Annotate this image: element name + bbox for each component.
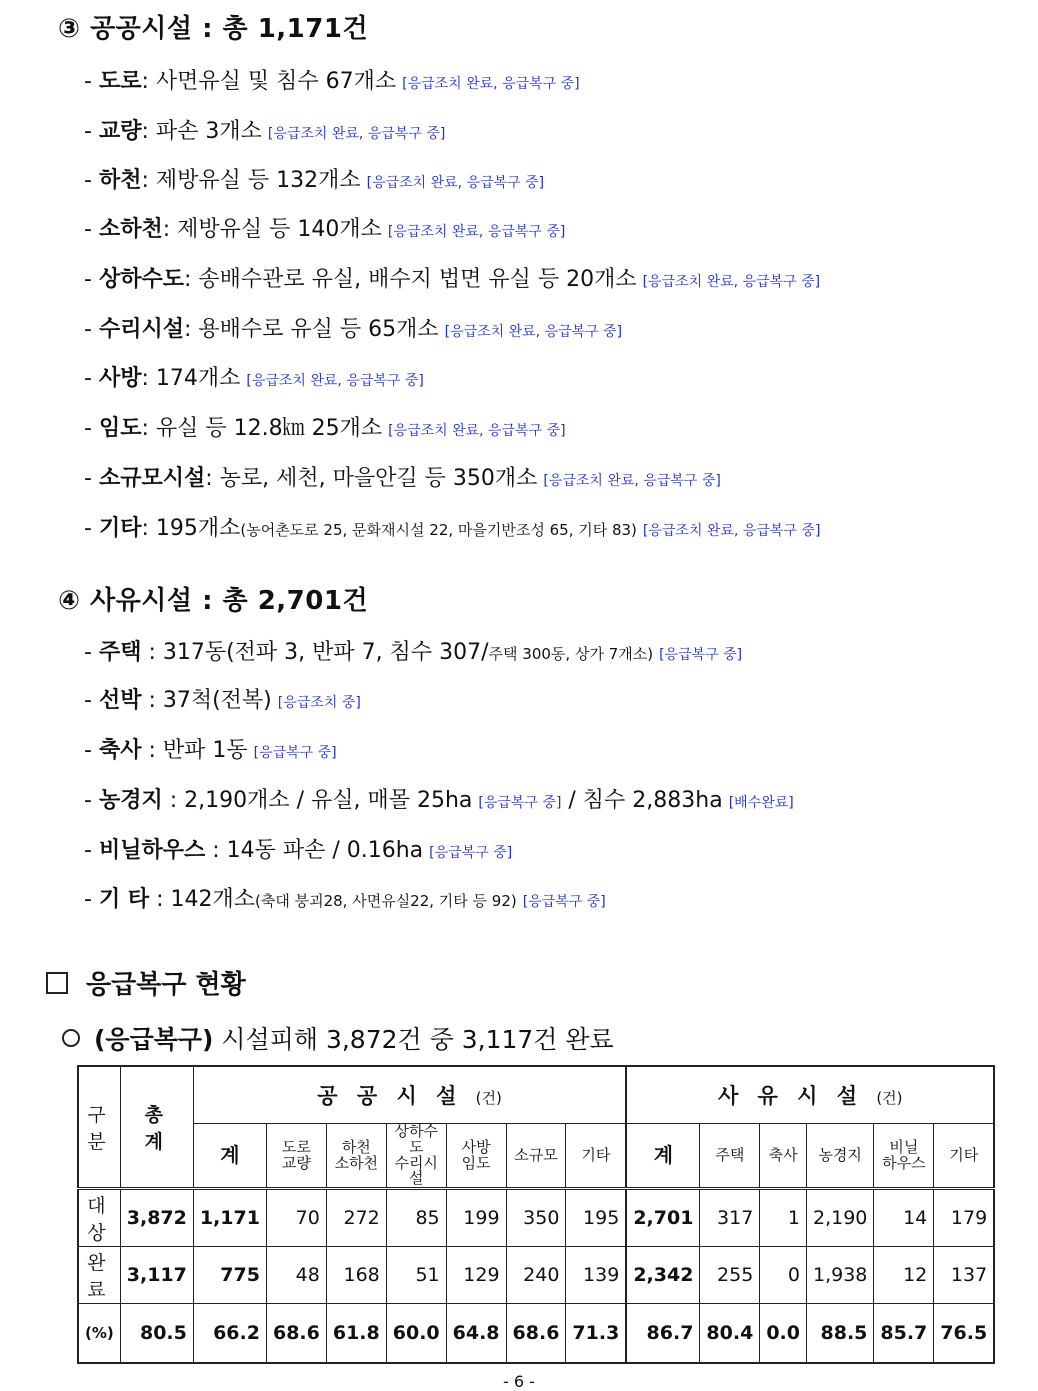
cell: 64.8 — [446, 1304, 506, 1364]
list-item-greenhouse: - 비닐하우스 : 14동 파손 / 0.16ha [응급복구 중] — [84, 838, 513, 863]
status-tag: [응급조치 완료, 응급복구 중] — [402, 76, 580, 92]
col-header: 비닐 하우스 — [874, 1124, 934, 1189]
item-text: : 송배수관로 유실, 배수지 법면 유실 등 20개소 — [183, 267, 637, 292]
cell: 1,171 — [193, 1189, 266, 1247]
cell: 51 — [386, 1247, 446, 1304]
status-tag: [응급복구 중] — [429, 845, 513, 861]
cell: 775 — [193, 1247, 266, 1304]
status-tag: [응급조치 완료, 응급복구 중] — [543, 473, 721, 489]
cell: 0 — [760, 1247, 807, 1304]
cell: 12 — [874, 1247, 934, 1304]
recovery-summary-label: (응급복구) — [94, 1025, 214, 1054]
status-tag: [응급조치 완료, 응급복구 중] — [246, 373, 424, 389]
status-tag: [응급조치 완료, 응급복구 중] — [388, 423, 566, 439]
item-detail: (농어촌도로 25, 문화재시설 22, 마을기반조성 65, 기타 83) — [240, 521, 637, 539]
item-label: 소하천 — [98, 217, 163, 242]
col-header: 계 — [626, 1124, 700, 1189]
row-label: 대 상 — [78, 1189, 120, 1247]
item-text: : 반파 1동 — [141, 738, 248, 763]
list-item-housing: - 주택 : 317동(전파 3, 반파 7, 침수 307/주택 300동, 상가 7개소) [응급복구 중] — [84, 640, 743, 665]
page-number: - 6 - — [503, 1372, 535, 1391]
cell: 272 — [326, 1189, 386, 1247]
status-tag: [응급조치 완료, 응급복구 중] — [642, 274, 821, 290]
item-label: 선박 — [98, 688, 142, 713]
cell: 66.2 — [193, 1304, 266, 1364]
list-item-livestock: - 축사 : 반파 1동 [응급복구 중] — [84, 738, 337, 763]
cell: 88.5 — [806, 1304, 873, 1364]
square-bullet-icon — [46, 972, 68, 994]
cell: 48 — [266, 1247, 326, 1304]
status-tag: [응급조치 완료, 응급복구 중] — [267, 126, 446, 142]
item-label: 주택 — [98, 640, 142, 665]
cell: 1,938 — [806, 1247, 873, 1304]
list-item-bridge: - 교량: 파손 3개소 [응급조치 완료, 응급복구 중] — [84, 119, 446, 144]
cell: 68.6 — [506, 1304, 566, 1364]
col-header: 계 — [193, 1124, 266, 1189]
header-public-group — [193, 1066, 626, 1124]
cell: 199 — [446, 1189, 506, 1247]
cell: 350 — [506, 1189, 566, 1247]
col-header: 하천 소하천 — [326, 1124, 386, 1189]
item-text: : 37척(전복) — [141, 688, 272, 713]
item-label: 기타 — [98, 516, 142, 541]
item-label: 수리시설 — [98, 317, 184, 342]
status-tag: [응급조치 완료, 응급복구 중] — [642, 523, 821, 539]
cell: 85 — [386, 1189, 446, 1247]
item-text: : 농로, 세천, 마을안길 등 350개소 — [205, 466, 538, 491]
private-section-title: ④ 사유시설 : 총 2,701건 — [58, 586, 369, 616]
unit-label: (건) — [475, 1089, 502, 1107]
item-text: : 14동 파손 / 0.16ha — [205, 838, 424, 863]
col-header: 기타 — [934, 1124, 994, 1189]
item-detail: 주택 300동, 상가 7개소) — [488, 645, 654, 663]
item-label: 사방 — [98, 366, 142, 391]
col-header: 소규모 — [506, 1124, 566, 1189]
list-item-other-private: - 기 타 : 142개소(축대 붕괴28, 사면유실22, 기타 등 92) [응급복구 중] — [84, 887, 606, 912]
cell: 255 — [700, 1247, 760, 1304]
cell: 129 — [446, 1247, 506, 1304]
cell: 179 — [934, 1189, 994, 1247]
row-label: 완 료 — [78, 1247, 120, 1304]
cell: 60.0 — [386, 1304, 446, 1364]
unit-label: (건) — [876, 1089, 903, 1107]
header-total: 총 계 — [120, 1066, 193, 1189]
cell: 80.5 — [120, 1304, 193, 1364]
cell: 76.5 — [934, 1304, 994, 1364]
status-tag: [응급조치 완료, 응급복구 중] — [366, 175, 545, 191]
list-item-irrigation: - 수리시설: 용배수로 유실 등 65개소 [응급조치 완료, 응급복구 중] — [84, 317, 623, 342]
item-text: : 195개소 — [141, 516, 241, 541]
item-label: 농경지 — [98, 788, 163, 813]
list-item-small-facilities: - 소규모시설: 농로, 세천, 마을안길 등 350개소 [응급조치 완료, 응급복구 중] — [84, 466, 721, 491]
cell: 68.6 — [266, 1304, 326, 1364]
cell: 3,117 — [120, 1247, 193, 1304]
list-item-other: - 기타: 195개소(농어촌도로 25, 문화재시설 22, 마을기반조성 65, 기타 83) [응급조치 완료, 응급복구 중] — [84, 516, 821, 541]
private-group-label: 사 유 시 설 — [717, 1084, 864, 1108]
cell: 85.7 — [874, 1304, 934, 1364]
list-item-water-supply: - 상하수도: 송배수관로 유실, 배수지 법면 유실 등 20개소 [응급조치 완료, 응급복구 중] — [84, 267, 821, 292]
item-label: 임도 — [98, 416, 142, 441]
item-text: : 사면유실 및 침수 67개소 — [141, 69, 397, 94]
item-label: 소규모시설 — [98, 466, 206, 491]
circle-bullet-icon — [62, 1029, 80, 1047]
cell: 137 — [934, 1247, 994, 1304]
row-label: (%) — [78, 1304, 120, 1364]
table-row — [78, 1247, 994, 1304]
cell: 0.0 — [760, 1304, 807, 1364]
cell: 14 — [874, 1189, 934, 1247]
item-label: 도로 — [98, 69, 142, 94]
status-tag-2: [배수완료] — [728, 795, 794, 811]
item-label: 교량 — [98, 119, 142, 144]
item-detail: (축대 붕괴28, 사면유실22, 기타 등 92) — [255, 892, 517, 910]
recovery-heading — [46, 964, 246, 1001]
item-label: 축사 — [98, 738, 142, 763]
col-header: 기타 — [566, 1124, 626, 1189]
cell: 2,342 — [626, 1247, 700, 1304]
cell: 139 — [566, 1247, 626, 1304]
recovery-summary-text: 시설피해 3,872건 중 3,117건 완료 — [213, 1025, 614, 1054]
item-text: : 2,190개소 / 유실, 매몰 25ha — [162, 788, 473, 813]
cell: 61.8 — [326, 1304, 386, 1364]
cell: 2,190 — [806, 1189, 873, 1247]
cell: 71.3 — [566, 1304, 626, 1364]
cell: 86.7 — [626, 1304, 700, 1364]
status-tag: [응급조치 완료, 응급복구 중] — [387, 224, 566, 240]
list-item-river: - 하천: 제방유실 등 132개소 [응급조치 완료, 응급복구 중] — [84, 168, 545, 193]
status-tag: [응급복구 중] — [253, 745, 337, 761]
col-header: 상하수도 수리시설 — [386, 1124, 446, 1189]
cell: 2,701 — [626, 1189, 700, 1247]
list-item-farmland: - 농경지 : 2,190개소 / 유실, 매몰 25ha [응급복구 중] / 침수 2,883ha [배수완료] — [84, 788, 794, 813]
recovery-summary — [62, 1020, 614, 1056]
header-category: 구 분 — [78, 1066, 120, 1189]
cell: 168 — [326, 1247, 386, 1304]
item-label: 기 타 — [98, 887, 150, 912]
item-text: : 용배수로 유실 등 65개소 — [183, 317, 439, 342]
recovery-title: 응급복구 현황 — [86, 970, 246, 1000]
item-label: 하천 — [98, 168, 142, 193]
cell: 1 — [760, 1189, 807, 1247]
table-row — [78, 1304, 994, 1364]
list-item-small-river: - 소하천: 제방유실 등 140개소 [응급조치 완료, 응급복구 중] — [84, 217, 566, 242]
item-text: : 제방유실 등 132개소 — [141, 168, 361, 193]
status-tag: [응급복구 중] — [522, 894, 606, 910]
public-section-title: ③ 공공시설 : 총 1,171건 — [58, 14, 369, 44]
list-item-erosion-control: - 사방: 174개소 [응급조치 완료, 응급복구 중] — [84, 366, 424, 391]
col-header: 농경지 — [806, 1124, 873, 1189]
cell: 317 — [700, 1189, 760, 1247]
header-private-group — [626, 1066, 994, 1124]
col-header: 주택 — [700, 1124, 760, 1189]
status-tag: [응급복구 중] — [659, 647, 743, 663]
list-item-ship: - 선박 : 37척(전복) [응급조치 중] — [84, 688, 361, 713]
status-tag: [응급조치 완료, 응급복구 중] — [444, 324, 623, 340]
item-text: : 파손 3개소 — [141, 119, 262, 144]
cell: 80.4 — [700, 1304, 760, 1364]
item-label: 비닐하우스 — [98, 838, 206, 863]
cell: 70 — [266, 1189, 326, 1247]
cell: 3,872 — [120, 1189, 193, 1247]
col-header: 도로 교량 — [266, 1124, 326, 1189]
cell: 240 — [506, 1247, 566, 1304]
status-tag: [응급복구 중] — [478, 795, 562, 811]
list-item-forest-road: - 임도: 유실 등 12.8㎞ 25개소 [응급조치 완료, 응급복구 중] — [84, 416, 566, 441]
item-text: : 유실 등 12.8㎞ 25개소 — [141, 416, 383, 441]
list-item-road: - 도로: 사면유실 및 침수 67개소 [응급조치 완료, 응급복구 중] — [84, 69, 580, 94]
item-text: : 174개소 — [141, 366, 241, 391]
col-header: 축사 — [760, 1124, 807, 1189]
item-text: : 142개소 — [149, 887, 256, 912]
public-group-label: 공 공 시 설 — [317, 1084, 463, 1108]
item-text: : 317동(전파 3, 반파 7, 침수 307/ — [141, 640, 489, 665]
recovery-table — [77, 1065, 995, 1364]
col-header: 사방 임도 — [446, 1124, 506, 1189]
item-label: 상하수도 — [98, 267, 184, 292]
cell: 195 — [566, 1189, 626, 1247]
item-text-2: / 침수 2,883ha — [561, 788, 723, 813]
item-text: : 제방유실 등 140개소 — [162, 217, 382, 242]
table-row — [78, 1189, 994, 1247]
status-tag: [응급조치 중] — [277, 695, 361, 711]
